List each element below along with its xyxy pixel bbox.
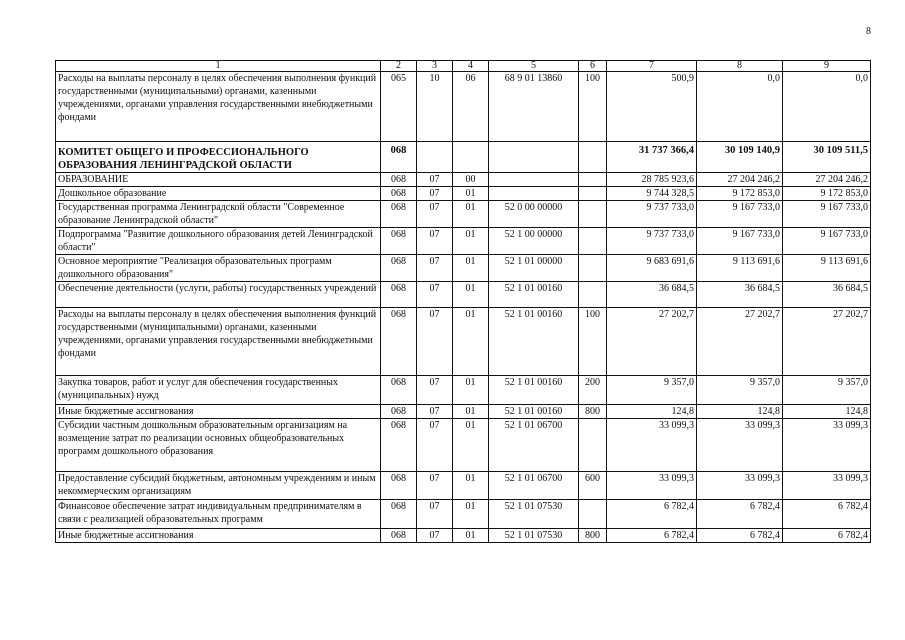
expense-type-cell: 100: [579, 308, 607, 376]
amount-cell: 0,0: [783, 72, 871, 142]
target-article-cell: [489, 142, 579, 173]
code-cell: 065: [381, 72, 417, 142]
table-row: [56, 500, 871, 529]
amount-cell: 9 172 853,0: [783, 187, 871, 201]
target-article-cell: 68 9 01 13860: [489, 72, 579, 142]
row-name-cell: Подпрограмма "Развитие дошкольного образования детей Ленинградской области": [56, 228, 381, 255]
target-article-cell: [489, 187, 579, 201]
column-header: 3: [417, 61, 453, 72]
amount-cell: 9 167 733,0: [783, 228, 871, 255]
expense-type-cell: [579, 282, 607, 308]
amount-cell: 9 172 853,0: [697, 187, 783, 201]
table-body: [56, 72, 871, 543]
section-cell: 07: [417, 255, 453, 282]
target-article-cell: 52 1 01 06700: [489, 472, 579, 500]
amount-cell: 6 782,4: [783, 529, 871, 543]
section-cell: 07: [417, 472, 453, 500]
section-cell: 07: [417, 405, 453, 419]
subsection-cell: 01: [453, 308, 489, 376]
row-name-cell: Дошкольное образование: [56, 187, 381, 201]
row-name-cell: Основное мероприятие "Реализация образовательных программ дошкольного образования": [56, 255, 381, 282]
amount-cell: 124,8: [783, 405, 871, 419]
amount-cell: 33 099,3: [607, 472, 697, 500]
table-row: [56, 419, 871, 472]
code-cell: 068: [381, 472, 417, 500]
amount-cell: 30 109 140,9: [697, 142, 783, 173]
subsection-cell: 01: [453, 228, 489, 255]
amount-cell: 500,9: [607, 72, 697, 142]
subsection-cell: 01: [453, 405, 489, 419]
amount-cell: 36 684,5: [607, 282, 697, 308]
target-article-cell: [489, 173, 579, 187]
subsection-cell: [453, 142, 489, 173]
amount-cell: 9 113 691,6: [783, 255, 871, 282]
amount-cell: 33 099,3: [783, 472, 871, 500]
target-article-cell: 52 0 00 00000: [489, 201, 579, 228]
code-cell: 068: [381, 201, 417, 228]
subsection-cell: 01: [453, 500, 489, 529]
amount-cell: 6 782,4: [607, 500, 697, 529]
target-article-cell: 52 1 01 00160: [489, 405, 579, 419]
amount-cell: 0,0: [697, 72, 783, 142]
amount-cell: 9 113 691,6: [697, 255, 783, 282]
row-name-cell: КОМИТЕТ ОБЩЕГО И ПРОФЕССИОНАЛЬНОГО ОБРАЗОВАНИЯ ЛЕНИНГРАДСКОЙ ОБЛАСТИ: [56, 142, 381, 173]
section-cell: 10: [417, 72, 453, 142]
column-header: 5: [489, 61, 579, 72]
target-article-cell: 52 1 01 06700: [489, 419, 579, 472]
subsection-cell: 01: [453, 187, 489, 201]
amount-cell: 124,8: [607, 405, 697, 419]
table-row: [56, 376, 871, 405]
table-row: [56, 72, 871, 142]
column-header: 6: [579, 61, 607, 72]
amount-cell: 9 357,0: [607, 376, 697, 405]
subsection-cell: 01: [453, 201, 489, 228]
amount-cell: 27 202,7: [697, 308, 783, 376]
expense-type-cell: [579, 201, 607, 228]
target-article-cell: 52 1 01 00000: [489, 255, 579, 282]
amount-cell: 27 202,7: [783, 308, 871, 376]
expense-type-cell: 200: [579, 376, 607, 405]
amount-cell: 9 357,0: [783, 376, 871, 405]
code-cell: 068: [381, 529, 417, 543]
subsection-cell: 01: [453, 529, 489, 543]
target-article-cell: 52 1 01 07530: [489, 529, 579, 543]
table-row: [56, 173, 871, 187]
amount-cell: 9 167 733,0: [697, 201, 783, 228]
table-row: [56, 308, 871, 376]
target-article-cell: 52 1 01 00160: [489, 282, 579, 308]
amount-cell: 9 737 733,0: [607, 201, 697, 228]
expense-type-cell: [579, 142, 607, 173]
row-name-cell: Иные бюджетные ассигнования: [56, 405, 381, 419]
section-cell: 07: [417, 376, 453, 405]
section-cell: 07: [417, 500, 453, 529]
row-name-cell: Субсидии частным дошкольным образовательным организациям на возмещение затрат по реализации основных общеобразовательных программ дошкольного образования: [56, 419, 381, 472]
amount-cell: 33 099,3: [607, 419, 697, 472]
amount-cell: 28 785 923,6: [607, 173, 697, 187]
section-cell: 07: [417, 201, 453, 228]
column-header: 1: [56, 61, 381, 72]
section-cell: 07: [417, 187, 453, 201]
column-header: 7: [607, 61, 697, 72]
expense-type-cell: [579, 419, 607, 472]
expense-type-cell: 100: [579, 72, 607, 142]
row-name-cell: Финансовое обеспечение затрат индивидуальным предпринимателям в связи с реализацией образовательных программ: [56, 500, 381, 529]
target-article-cell: 52 1 01 00160: [489, 308, 579, 376]
table-row: [56, 201, 871, 228]
amount-cell: 9 167 733,0: [783, 201, 871, 228]
row-name-cell: Государственная программа Ленинградской области "Современное образование Ленинградской области": [56, 201, 381, 228]
amount-cell: 27 204 246,2: [783, 173, 871, 187]
amount-cell: 6 782,4: [697, 529, 783, 543]
amount-cell: 6 782,4: [697, 500, 783, 529]
amount-cell: 30 109 511,5: [783, 142, 871, 173]
row-name-cell: Расходы на выплаты персоналу в целях обеспечения выполнения функций государственными (муниципальными) органами, казенными учреждениями, органами управления государственными внебюджетными фондами: [56, 72, 381, 142]
section-cell: 07: [417, 308, 453, 376]
expense-type-cell: 800: [579, 405, 607, 419]
table-row: [56, 255, 871, 282]
amount-cell: 33 099,3: [697, 472, 783, 500]
amount-cell: 9 744 328,5: [607, 187, 697, 201]
table-row: [56, 282, 871, 308]
subsection-cell: 01: [453, 255, 489, 282]
page-number: 8: [866, 26, 871, 37]
table-row: [56, 529, 871, 543]
amount-cell: 36 684,5: [783, 282, 871, 308]
row-name-cell: Предоставление субсидий бюджетным, автономным учреждениям и иным некоммерческим организациям: [56, 472, 381, 500]
target-article-cell: 52 1 00 00000: [489, 228, 579, 255]
amount-cell: 6 782,4: [783, 500, 871, 529]
section-cell: [417, 142, 453, 173]
section-cell: 07: [417, 529, 453, 543]
expense-type-cell: [579, 228, 607, 255]
row-name-cell: ОБРАЗОВАНИЕ: [56, 173, 381, 187]
expense-type-cell: [579, 173, 607, 187]
amount-cell: 27 202,7: [607, 308, 697, 376]
table-row: [56, 187, 871, 201]
amount-cell: 9 167 733,0: [697, 228, 783, 255]
amount-cell: 36 684,5: [697, 282, 783, 308]
subsection-cell: 01: [453, 376, 489, 405]
code-cell: 068: [381, 282, 417, 308]
column-header: 4: [453, 61, 489, 72]
expense-type-cell: 800: [579, 529, 607, 543]
amount-cell: 33 099,3: [783, 419, 871, 472]
amount-cell: 33 099,3: [697, 419, 783, 472]
row-name-cell: Иные бюджетные ассигнования: [56, 529, 381, 543]
row-name-cell: Обеспечение деятельности (услуги, работы) государственных учреждений: [56, 282, 381, 308]
code-cell: 068: [381, 187, 417, 201]
code-cell: 068: [381, 228, 417, 255]
code-cell: 068: [381, 173, 417, 187]
table-row: [56, 472, 871, 500]
column-header: 8: [697, 61, 783, 72]
section-cell: 07: [417, 228, 453, 255]
budget-table: [55, 60, 871, 543]
subsection-cell: 06: [453, 72, 489, 142]
subsection-cell: 01: [453, 472, 489, 500]
column-header: 2: [381, 61, 417, 72]
table-row: [56, 228, 871, 255]
code-cell: 068: [381, 419, 417, 472]
amount-cell: 27 204 246,2: [697, 173, 783, 187]
code-cell: 068: [381, 376, 417, 405]
amount-cell: 9 357,0: [697, 376, 783, 405]
expense-type-cell: 600: [579, 472, 607, 500]
expense-type-cell: [579, 255, 607, 282]
column-header: 9: [783, 61, 871, 72]
code-cell: 068: [381, 500, 417, 529]
table-row: [56, 405, 871, 419]
section-cell: 07: [417, 173, 453, 187]
amount-cell: 31 737 366,4: [607, 142, 697, 173]
code-cell: 068: [381, 142, 417, 173]
amount-cell: 9 683 691,6: [607, 255, 697, 282]
expense-type-cell: [579, 500, 607, 529]
code-cell: 068: [381, 405, 417, 419]
section-cell: 07: [417, 282, 453, 308]
subsection-cell: 01: [453, 282, 489, 308]
subsection-cell: 00: [453, 173, 489, 187]
table-row: [56, 142, 871, 173]
subsection-cell: 01: [453, 419, 489, 472]
row-name-cell: Закупка товаров, работ и услуг для обеспечения государственных (муниципальных) нужд: [56, 376, 381, 405]
target-article-cell: 52 1 01 07530: [489, 500, 579, 529]
row-name-cell: Расходы на выплаты персоналу в целях обеспечения выполнения функций государственными (муниципальными) органами, казенными учреждениями, органами управления государственными внебюджетными фондами: [56, 308, 381, 376]
code-cell: 068: [381, 255, 417, 282]
target-article-cell: 52 1 01 00160: [489, 376, 579, 405]
header-row: [56, 61, 871, 72]
section-cell: 07: [417, 419, 453, 472]
code-cell: 068: [381, 308, 417, 376]
expense-type-cell: [579, 187, 607, 201]
amount-cell: 124,8: [697, 405, 783, 419]
amount-cell: 9 737 733,0: [607, 228, 697, 255]
amount-cell: 6 782,4: [607, 529, 697, 543]
